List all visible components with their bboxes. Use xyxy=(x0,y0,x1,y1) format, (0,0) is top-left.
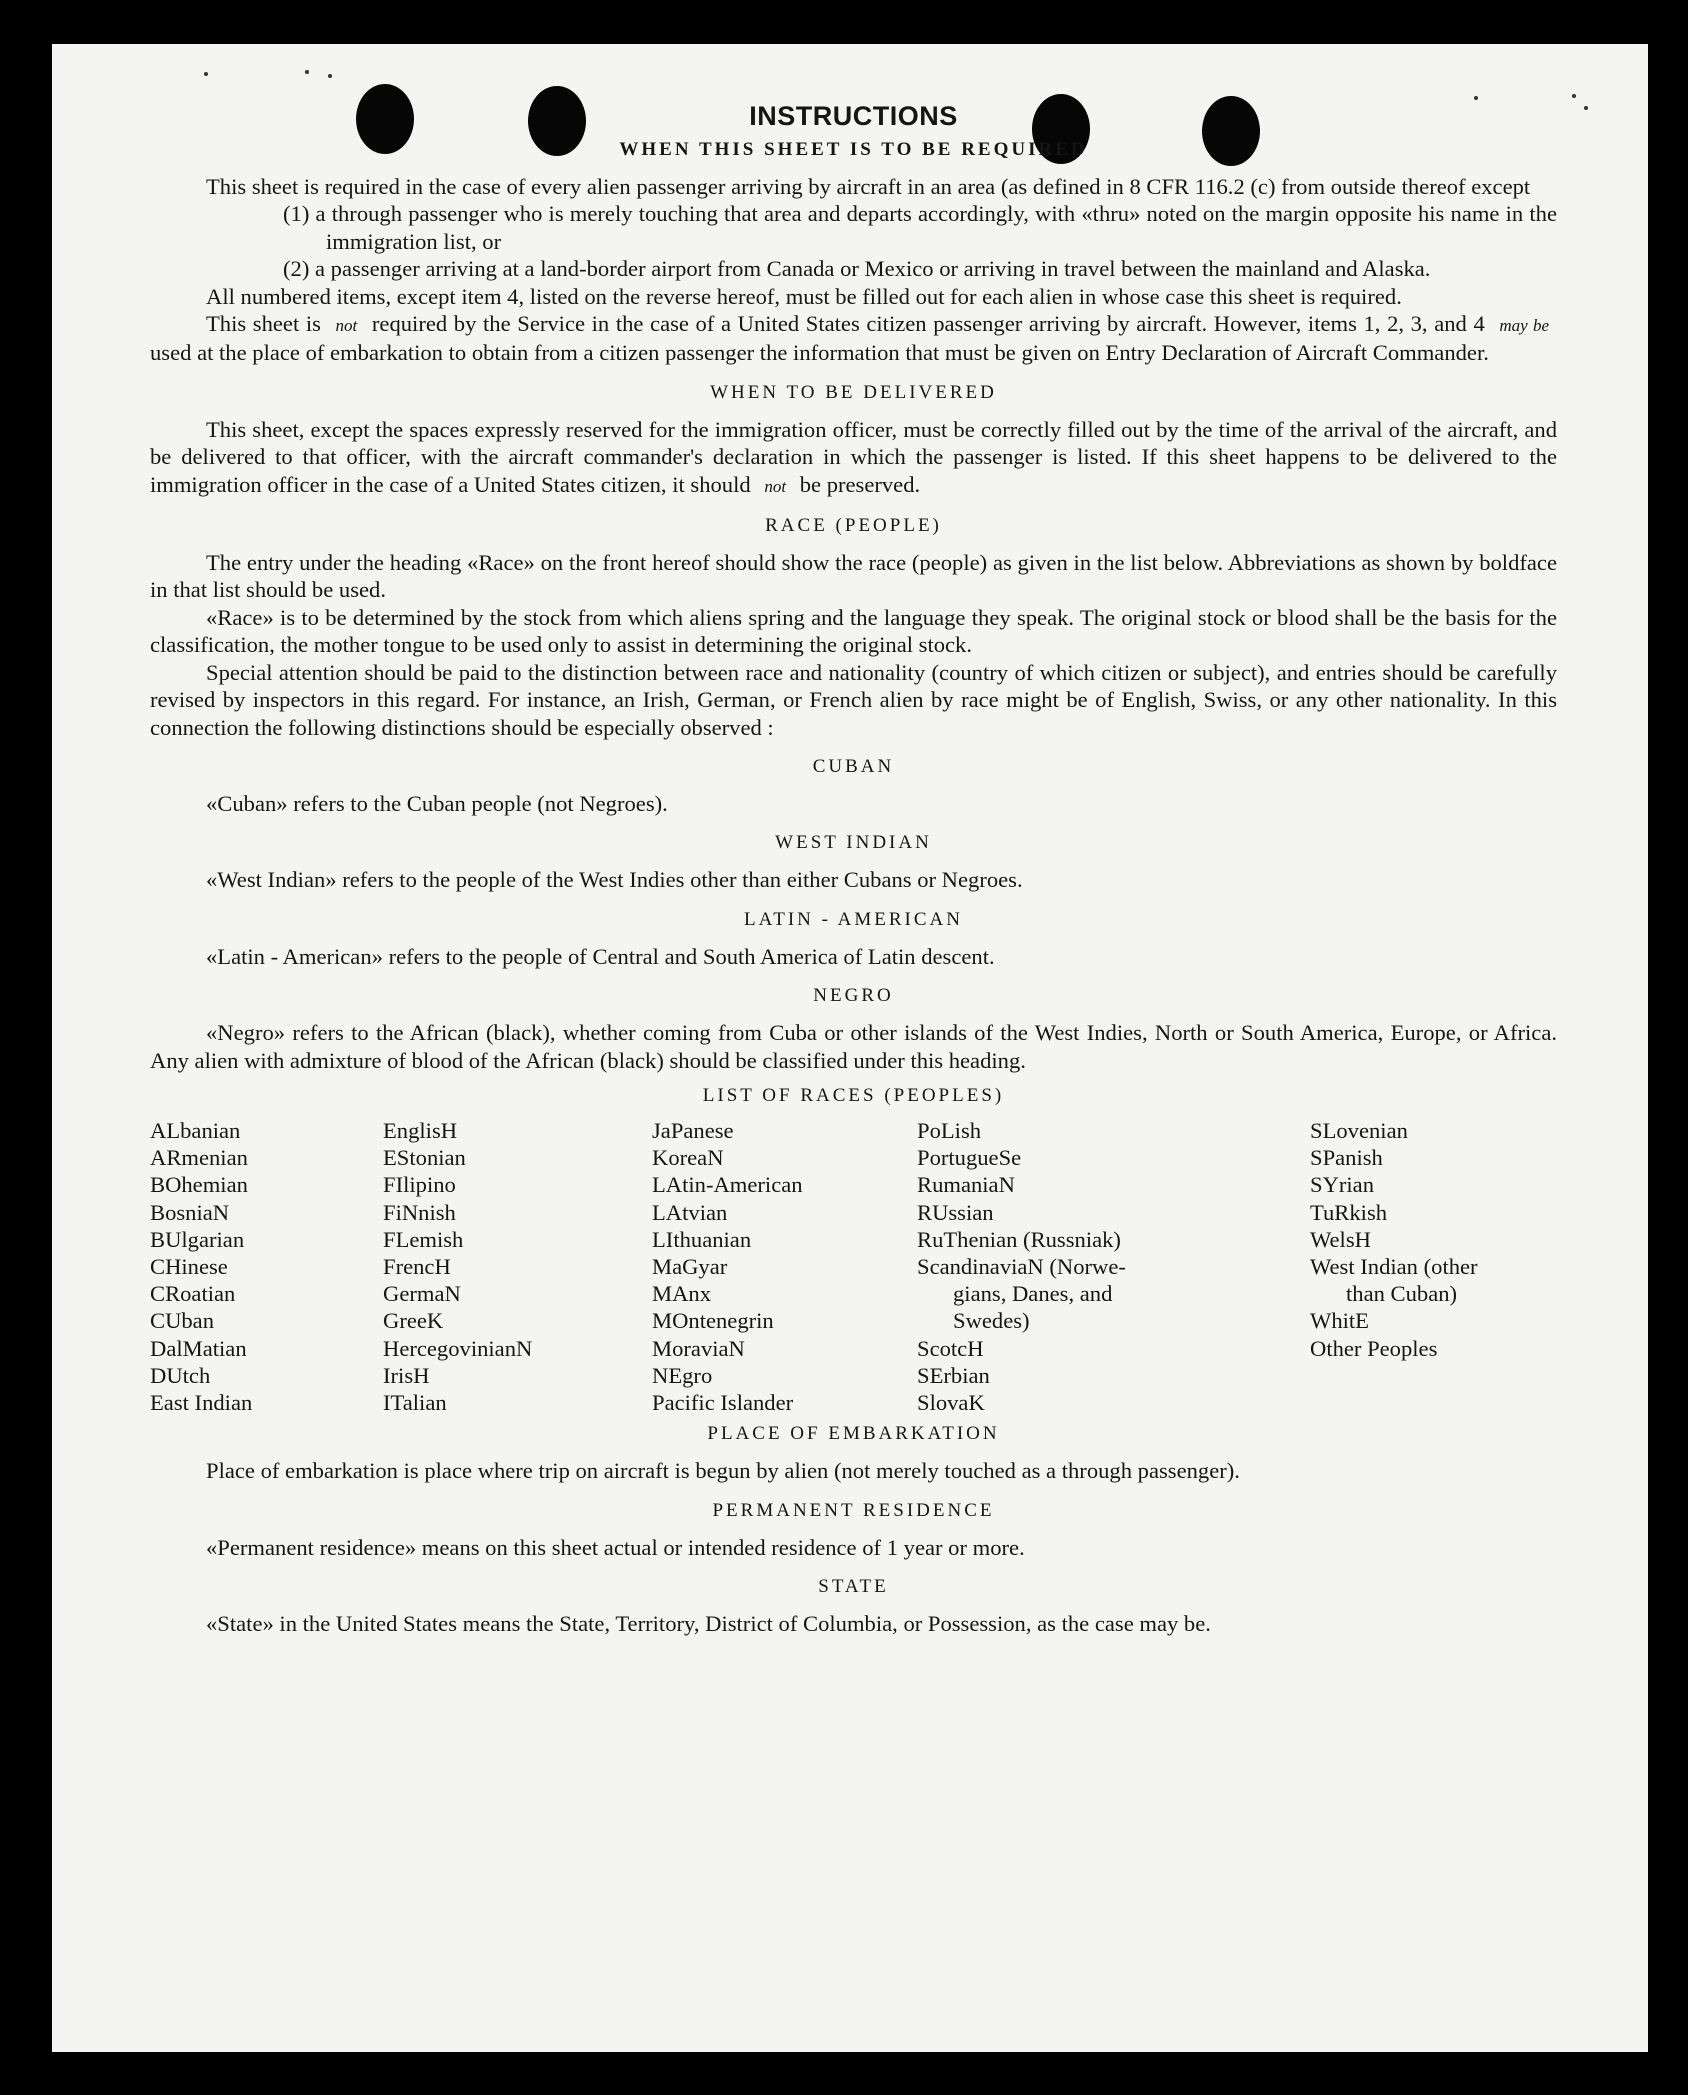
race-entry: CHinese xyxy=(150,1253,228,1279)
paragraph: All numbered items, except item 4, listed on the reverse hereof, must be filled out for each alien in whose case this sheet is required. xyxy=(206,283,1402,309)
paragraph: «Permanent residence» means on this sheet actual or intended residence of 1 year or more. xyxy=(206,1534,1025,1560)
race-entry: RUssian xyxy=(917,1199,994,1225)
race-entry: SlovaK xyxy=(917,1389,985,1415)
race-column xyxy=(150,1117,383,1416)
race-entry: East Indian xyxy=(150,1389,253,1415)
section-heading: LATIN - AMERICAN xyxy=(744,908,963,930)
race-entry: MAnx xyxy=(652,1281,711,1307)
section-heading: WEST INDIAN xyxy=(775,832,932,854)
race-entry: FIlipino xyxy=(383,1172,456,1198)
race-entry: Swedes) xyxy=(953,1308,1030,1334)
speck xyxy=(204,72,208,76)
race-entry: EStonian xyxy=(383,1145,466,1171)
section-heading: CUBAN xyxy=(812,755,895,777)
speck xyxy=(328,74,332,78)
race-entry: DalMatian xyxy=(150,1335,247,1361)
race-column xyxy=(1310,1117,1557,1416)
race-entry: West Indian (other xyxy=(1310,1253,1478,1279)
section-heading: RACE (PEOPLE) xyxy=(765,515,942,537)
section-heading: NEGRO xyxy=(813,985,894,1007)
race-entry: DUtch xyxy=(150,1362,211,1388)
race-entry: ScotcH xyxy=(917,1335,984,1361)
race-entry: LAtvian xyxy=(652,1199,728,1225)
race-entry: SErbian xyxy=(917,1362,990,1388)
race-entry: LIthuanian xyxy=(652,1226,752,1252)
race-entry: MaGyar xyxy=(652,1253,728,1279)
race-entry: CUban xyxy=(150,1308,215,1334)
speck xyxy=(305,70,309,74)
paragraph: «Latin - American» refers to the people of Central and South America of Latin descent. xyxy=(206,943,995,969)
speck xyxy=(1572,94,1576,98)
race-entry: LAtin-American xyxy=(652,1172,803,1198)
race-column xyxy=(917,1117,1310,1416)
race-entry: NEgro xyxy=(652,1362,713,1388)
paragraph: This sheet, except the spaces expressly reserved for the immigration officer, must be correctly filled out by the time of the arrival of the aircraft, and be delivered to that officer, with the aircraft commander's declaration in which the passenger is listed. If this sheet happens to be delivered to the immigration officer in the case of a United States citizen, it should not be preserved. xyxy=(150,416,1557,497)
race-entry: PoLish xyxy=(917,1117,982,1143)
race-entry: PortugueSe xyxy=(917,1145,1022,1171)
paragraph: This sheet is required in the case of every alien passenger arriving by aircraft in an area (as defined in 8 CFR 116.2 (c) from outside thereof except xyxy=(206,174,1531,199)
paragraph: «Cuban» refers to the Cuban people (not Negroes). xyxy=(206,790,668,816)
section-heading: PLACE OF EMBARKATION xyxy=(707,1423,1000,1445)
race-entry: SLovenian xyxy=(1310,1117,1408,1143)
section-heading: STATE xyxy=(818,1575,889,1597)
race-entry: FiNnish xyxy=(383,1199,456,1225)
speck xyxy=(1584,106,1588,110)
race-entry: TuRkish xyxy=(1310,1199,1388,1225)
race-entry: EnglisH xyxy=(383,1117,458,1143)
race-entry: SYrian xyxy=(1310,1172,1375,1198)
list-item: (1) a through passenger who is merely touching that area and departs accordingly, with «thru» noted on the margin opposite his name in the immigration list, or xyxy=(283,201,1557,254)
race-entry: WelsH xyxy=(1310,1226,1371,1252)
race-entry: IrisH xyxy=(383,1362,430,1388)
race-entry: ARmenian xyxy=(150,1145,248,1171)
race-entry: FLemish xyxy=(383,1226,464,1252)
race-entry: ITalian xyxy=(383,1389,447,1415)
race-entry: GermaN xyxy=(383,1281,461,1307)
race-entry: KoreaN xyxy=(652,1145,724,1171)
list-item: (2) a passenger arriving at a land-border airport from Canada or Mexico or arriving in travel between the mainland and Alaska. xyxy=(283,256,1431,282)
race-entry: GreeK xyxy=(383,1308,444,1334)
race-entry: Other Peoples xyxy=(1310,1335,1438,1361)
race-entry: HercegovinianN xyxy=(383,1335,533,1361)
race-entry: SPanish xyxy=(1310,1145,1383,1171)
race-entry: WhitE xyxy=(1310,1308,1369,1334)
race-entry: CRoatian xyxy=(150,1281,236,1307)
paragraph: «West Indian» refers to the people of the West Indies other than either Cubans or Negroes. xyxy=(206,867,1023,893)
race-entry: MoraviaN xyxy=(652,1335,745,1361)
section-heading: WHEN THIS SHEET IS TO BE REQUIRED xyxy=(619,139,1088,160)
race-column xyxy=(383,1117,652,1416)
page-title: INSTRUCTIONS xyxy=(749,101,958,131)
paragraph: «State» in the United States means the State, Territory, District of Columbia, or Possession, as the case may be. xyxy=(206,1610,1211,1636)
section-heading: LIST OF RACES (PEOPLES) xyxy=(702,1084,1005,1106)
race-entry: BOhemian xyxy=(150,1172,248,1198)
race-entry: than Cuban) xyxy=(1346,1281,1458,1307)
paragraph: Special attention should be paid to the distinction between race and nationality (country of which citizen or subject), and entries should be carefully revised by inspectors in this regard. For instance, an Irish, German, or French alien by race might be of English, Swiss, or any other nationality. In this connection the following distinctions should be especially observed : xyxy=(150,659,1557,740)
race-entry: Pacific Islander xyxy=(652,1389,794,1415)
race-entry: RumaniaN xyxy=(917,1172,1015,1198)
section-heading: WHEN TO BE DELIVERED xyxy=(710,381,997,403)
paragraph: «Negro» refers to the African (black), whether coming from Cuba or other islands of the West Indies, North or South America, Europe, or Africa. Any alien with admixture of blood of the African (black) should be classified under this heading. xyxy=(150,1020,1557,1073)
race-entry: FrencH xyxy=(383,1253,451,1279)
race-list xyxy=(150,1117,1557,1416)
document-page xyxy=(52,44,1648,2052)
paragraph: «Race» is to be determined by the stock from which aliens spring and the language they speak. The original stock or blood shall be the basis for the classification, the mother tongue to be used only to assist in determining the original stock. xyxy=(150,604,1557,658)
race-entry: ScandinaviaN (Norwe- xyxy=(917,1253,1126,1279)
paragraph: The entry under the heading «Race» on the front hereof should show the race (people) as given in the list below. Abbreviations as shown by boldface in that list should be used. xyxy=(150,550,1557,603)
race-entry: BosniaN xyxy=(150,1199,230,1225)
paragraph: This sheet is not required by the Service in the case of a United States citizen passenger arriving by aircraft. However, items 1, 2, 3, and 4 may be used at the place of embarkation to obtain from a citizen passenger the information that must be given on Entry Declaration of Aircraft Commander. xyxy=(150,311,1549,366)
section-heading: PERMANENT RESIDENCE xyxy=(712,1499,995,1521)
race-entry: JaPanese xyxy=(652,1117,734,1143)
race-entry: ALbanian xyxy=(150,1117,241,1143)
race-entry: gians, Danes, and xyxy=(953,1281,1113,1307)
instructions-content xyxy=(150,96,1557,1637)
race-column xyxy=(652,1117,917,1416)
race-entry: MOntenegrin xyxy=(652,1308,774,1334)
paragraph: Place of embarkation is place where trip on aircraft is begun by alien (not merely touched as a through passenger). xyxy=(206,1458,1240,1484)
race-entry: BUlgarian xyxy=(150,1226,245,1252)
race-entry: RuThenian (Russniak) xyxy=(917,1226,1121,1252)
